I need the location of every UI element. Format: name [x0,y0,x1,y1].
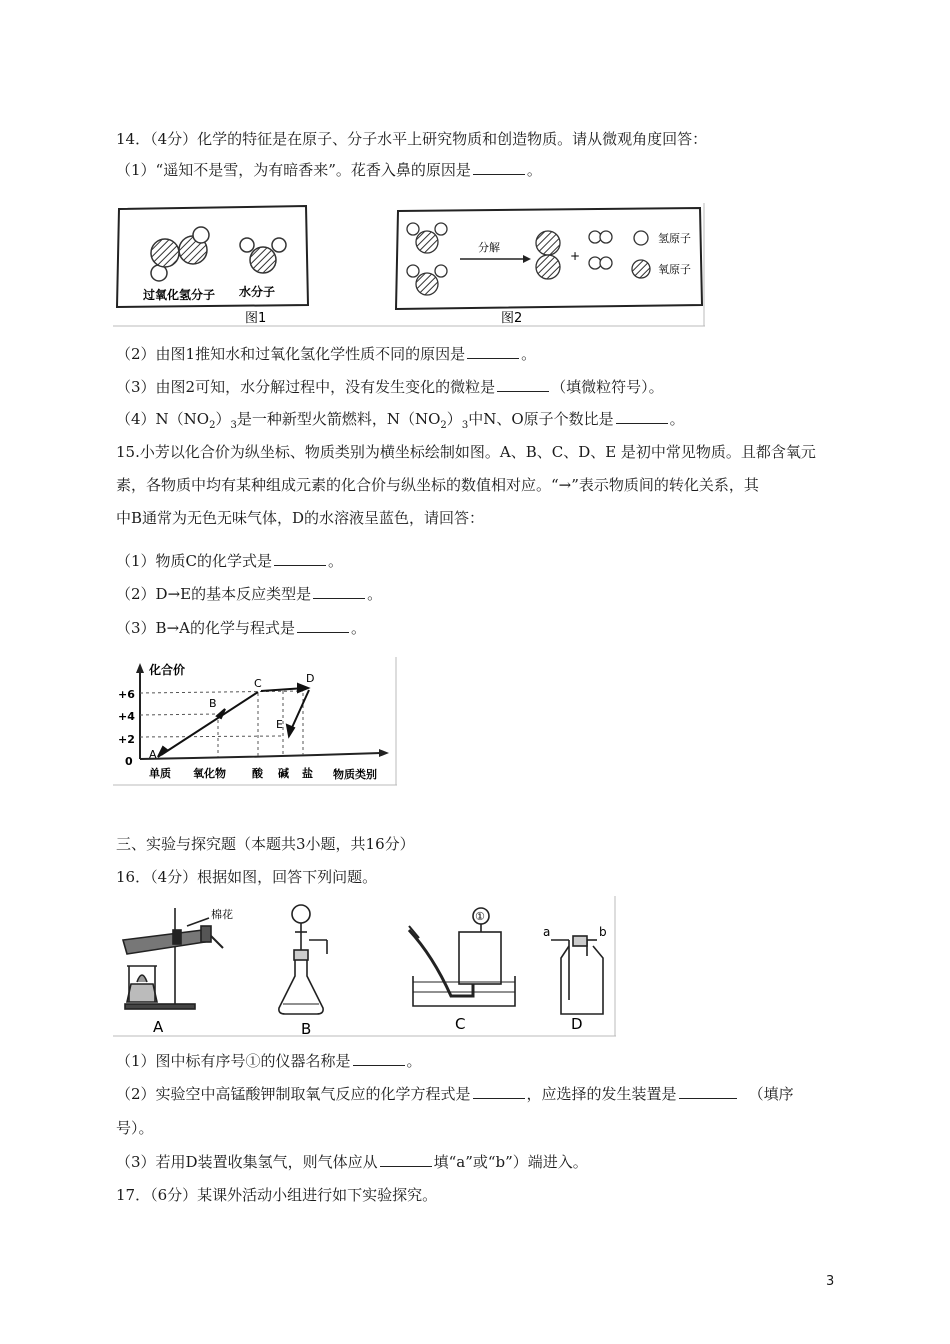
q14-part4: $(4)N(NO_2)_3$是一种新型火箭燃料，$N(NO_2)_3$中N、O原子个数比是 。 [116,410,685,431]
y-axis-label: 化合价 [149,663,186,677]
label-h2o2-molecule: 过氧化氢分子 [143,288,216,302]
q15-stem-line1: 15.小芳以化合价为纵坐标、物质类别为横坐标绘制如图。A、B、C、D、E 是初中常见物质。且都含氧元 [116,443,816,461]
y-tick-plus2: +2 [118,733,135,746]
answer-blank[interactable] [380,1152,432,1167]
q14-figures [113,203,705,327]
apparatus-b [279,905,327,1014]
label-a: A [153,1018,164,1036]
label-c: C [455,1015,466,1033]
port-a-label: a [543,925,551,939]
answer-blank[interactable] [353,1051,405,1066]
legend-oxygen: 氧原子 [658,263,691,276]
apparatus-a [123,908,223,1009]
apparatus-c [409,908,515,1006]
q16-part2-cont: 号）。 [116,1119,154,1137]
point-d-label: D [306,672,315,685]
y-tick-plus6: +6 [118,688,135,701]
page-number: 3 [826,1274,835,1289]
apparatus-d [551,936,603,1014]
q15-stem-line2: 素，各物质中均有某种组成元素的化合价与纵坐标的数值相对应。“→”表示物质间的转化关系，其 [116,476,759,494]
q14-part3: （3）由图2可知，水分解过程中，没有发生变化的微粒是 （填微粒符号）。 [116,378,664,396]
label-d: D [571,1015,583,1033]
point-e-label: E [276,718,283,731]
point-b-label: B [209,697,217,710]
answer-blank[interactable] [616,409,668,424]
answer-blank[interactable] [679,1084,737,1099]
point-a-label: A [149,748,157,761]
q14-part2: （2）由图1推知水和过氧化氢化学性质不同的原因是 。 [116,345,537,363]
label-b: B [301,1020,312,1037]
q15-part3: （3）B→A的化学与程式是 。 [116,619,366,637]
valence-chart [113,657,397,786]
answer-blank[interactable] [497,377,549,392]
port-b-label: b [599,925,607,939]
q15-part1: （1）物质C的化学式是 。 [116,552,344,570]
x-cat-salt: 盐 [302,767,313,780]
decompose-label: 分解 [478,241,500,254]
label-water-molecule: 水分子 [239,285,276,299]
x-cat-oxide: 氧化物 [193,767,226,780]
cotton-label: 棉花 [211,908,233,921]
answer-blank[interactable] [297,618,349,633]
q16-apparatus-figure [113,896,616,1037]
point-c-label: C [254,677,262,690]
legend-hydrogen: 氢原子 [658,232,691,245]
section-3-heading: 三、实验与探究题（本题共3小题，共16分） [116,835,415,853]
x-cat-element: 单质 [149,767,171,780]
instrument-1-marker: ① [475,910,485,923]
plus-sign: + [570,249,581,263]
figure-1 [117,206,308,326]
x-axis-label: 物质类别 [333,768,377,781]
x-cat-acid: 酸 [252,767,263,780]
figure-2 [396,208,702,326]
q16-part3: （3）若用D装置收集氢气，则气体应从 填“a”或“b”）端进入。 [116,1153,588,1171]
q16-part1: （1）图中标有序号①的仪器名称是 。 [116,1052,422,1070]
x-cat-base: 碱 [278,767,289,780]
answer-blank[interactable] [274,551,326,566]
q17-stem: 17．（6分）某课外活动小组进行如下实验探究。 [116,1186,438,1204]
q16-stem: 16．（4分）根据如图，回答下列问题。 [116,868,378,886]
q15-stem-line3: 中B通常为无色无味气体，D的水溶液呈蓝色，请回答： [116,509,485,527]
answer-blank[interactable] [313,584,365,599]
q14-part1: （1）“遥知不是雪，为有暗香来”。花香入鼻的原因是 。 [116,161,542,179]
answer-blank[interactable] [467,344,519,359]
q16-part2: （2）实验空中高锰酸钾制取氧气反应的化学方程式是 ，应选择的发生装置是 （填序 [116,1085,794,1103]
answer-blank[interactable] [473,1084,525,1099]
q15-part2: （2）D→E的基本反应类型是 。 [116,585,383,603]
figure-1-caption: 图1 [245,311,267,326]
y-tick-zero: 0 [125,755,133,768]
y-tick-plus4: +4 [118,710,135,723]
figure-2-caption: 图2 [501,311,523,326]
answer-blank[interactable] [473,160,525,175]
q14-stem: 14．（4分）化学的特征是在原子、分子水平上研究物质和创造物质。请从微观角度回答： [116,130,708,148]
